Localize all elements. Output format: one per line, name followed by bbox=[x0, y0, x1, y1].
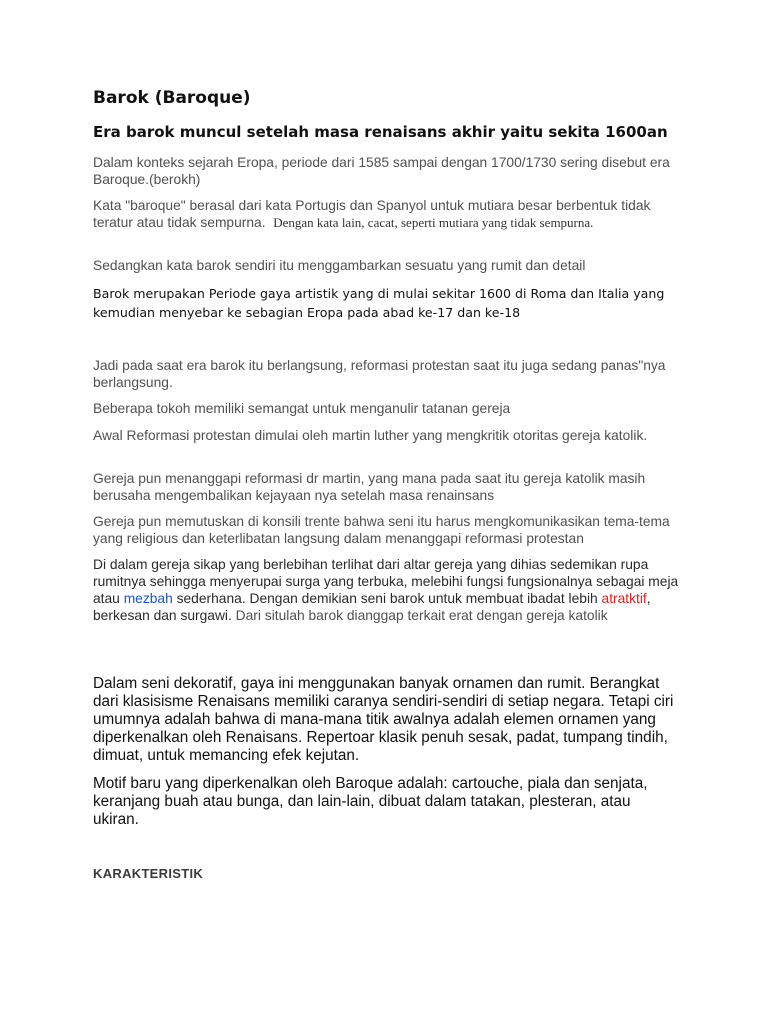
paragraph-altar-text-4: Dari situlah barok dianggap terkait erat dengan gereja katolik bbox=[231, 608, 608, 623]
paragraph-baroque-origin bbox=[93, 197, 683, 231]
paragraph-altar bbox=[93, 556, 683, 624]
page-title: Barok (Baroque) bbox=[93, 88, 251, 108]
paragraph-figures: Beberapa tokoh memiliki semangat untuk menganulir tatanan gereja bbox=[93, 401, 511, 416]
paragraph-period: Dalam konteks sejarah Eropa, periode dari 1585 sampai dengan 1700/1730 sering disebut era Baroque.(berokh) bbox=[93, 155, 670, 187]
paragraph-trente: Gereja pun memutuskan di konsili trente bahwa seni itu harus mengkomunikasikan tema-tema yang religious dan keterlibatan langsung dalam menanggapi reformasi protestan bbox=[93, 514, 670, 546]
page-subtitle: Era barok muncul setelah masa renaisans akhir yaitu sekita 1600an bbox=[93, 123, 668, 141]
paragraph-barok-period: Barok merupakan Periode gaya artistik yang di mulai sekitar 1600 di Roma dan Italia yang kemudian menyebar ke sebagian Eropa pada abad ke-17 dan ke-18 bbox=[93, 286, 665, 320]
paragraph-church-response: Gereja pun menanggapi reformasi dr martin, yang mana pada saat itu gereja katolik masih berusaha mengembalikan kejayaan nya setelah masa renainsans bbox=[93, 471, 646, 503]
paragraph-baroque-origin-text: Kata "baroque" berasal dari kata Portugis dan Spanyol untuk mutiara besar berbentuk tidak teratur atau tidak sempurna. bbox=[93, 198, 651, 230]
paragraph-barok-meaning: Sedangkan kata barok sendiri itu menggambarkan sesuatu yang rumit dan detail bbox=[93, 258, 586, 273]
paragraph-reformation: Jadi pada saat era barok itu berlangsung, reformasi protestan saat itu juga sedang panas"nya berlangsung. bbox=[93, 358, 666, 390]
paragraph-altar-text-2: sederhana. Dengan demikian seni barok untuk membuat ibadat lebih bbox=[172, 591, 602, 606]
section-heading-karakteristik: KARAKTERISTIK bbox=[93, 866, 204, 881]
paragraph-altar-text-3: , berkesan dan surgawi. bbox=[93, 591, 651, 623]
paragraph-baroque-origin-serif: Dengan kata lain, cacat, seperti mutiara yang tidak sempurna. bbox=[273, 215, 594, 230]
mezbah-link[interactable]: mezbah bbox=[123, 591, 173, 606]
atratktif-link[interactable]: atratktif bbox=[601, 591, 647, 606]
paragraph-decorative-art: Dalam seni dekoratif, gaya ini menggunakan banyak ornamen dan rumit. Berangkat dari klasisisme Renaisans memiliki caranya sendiri-sendiri di setiap negara. Tetapi ciri umumnya adalah bahwa di mana-mana titik awalnya adalah elemen ornamen yang diperkenalkan oleh Renaisans. Repertoar klasik penuh sesak, padat, tumpang tindih, dimuat, untuk memancing efek kejutan. bbox=[93, 675, 674, 764]
paragraph-new-motifs: Motif baru yang diperkenalkan oleh Baroque adalah: cartouche, piala dan senjata, keranjang buah atau bunga, dan lain-lain, dibuat dalam tatakan, plesteran, atau ukiran. bbox=[93, 775, 648, 828]
paragraph-luther: Awal Reformasi protestan dimulai oleh martin luther yang mengkritik otoritas gereja katolik. bbox=[93, 428, 648, 443]
paragraph-altar-text-1: Di dalam gereja sikap yang berlebihan terlihat dari altar gereja yang dihias sedemikan rupa rumitnya sehingga menyerupai surga yang terbuka, melebihi fungsi fungsionalnya sebagai meja atau bbox=[93, 557, 679, 606]
